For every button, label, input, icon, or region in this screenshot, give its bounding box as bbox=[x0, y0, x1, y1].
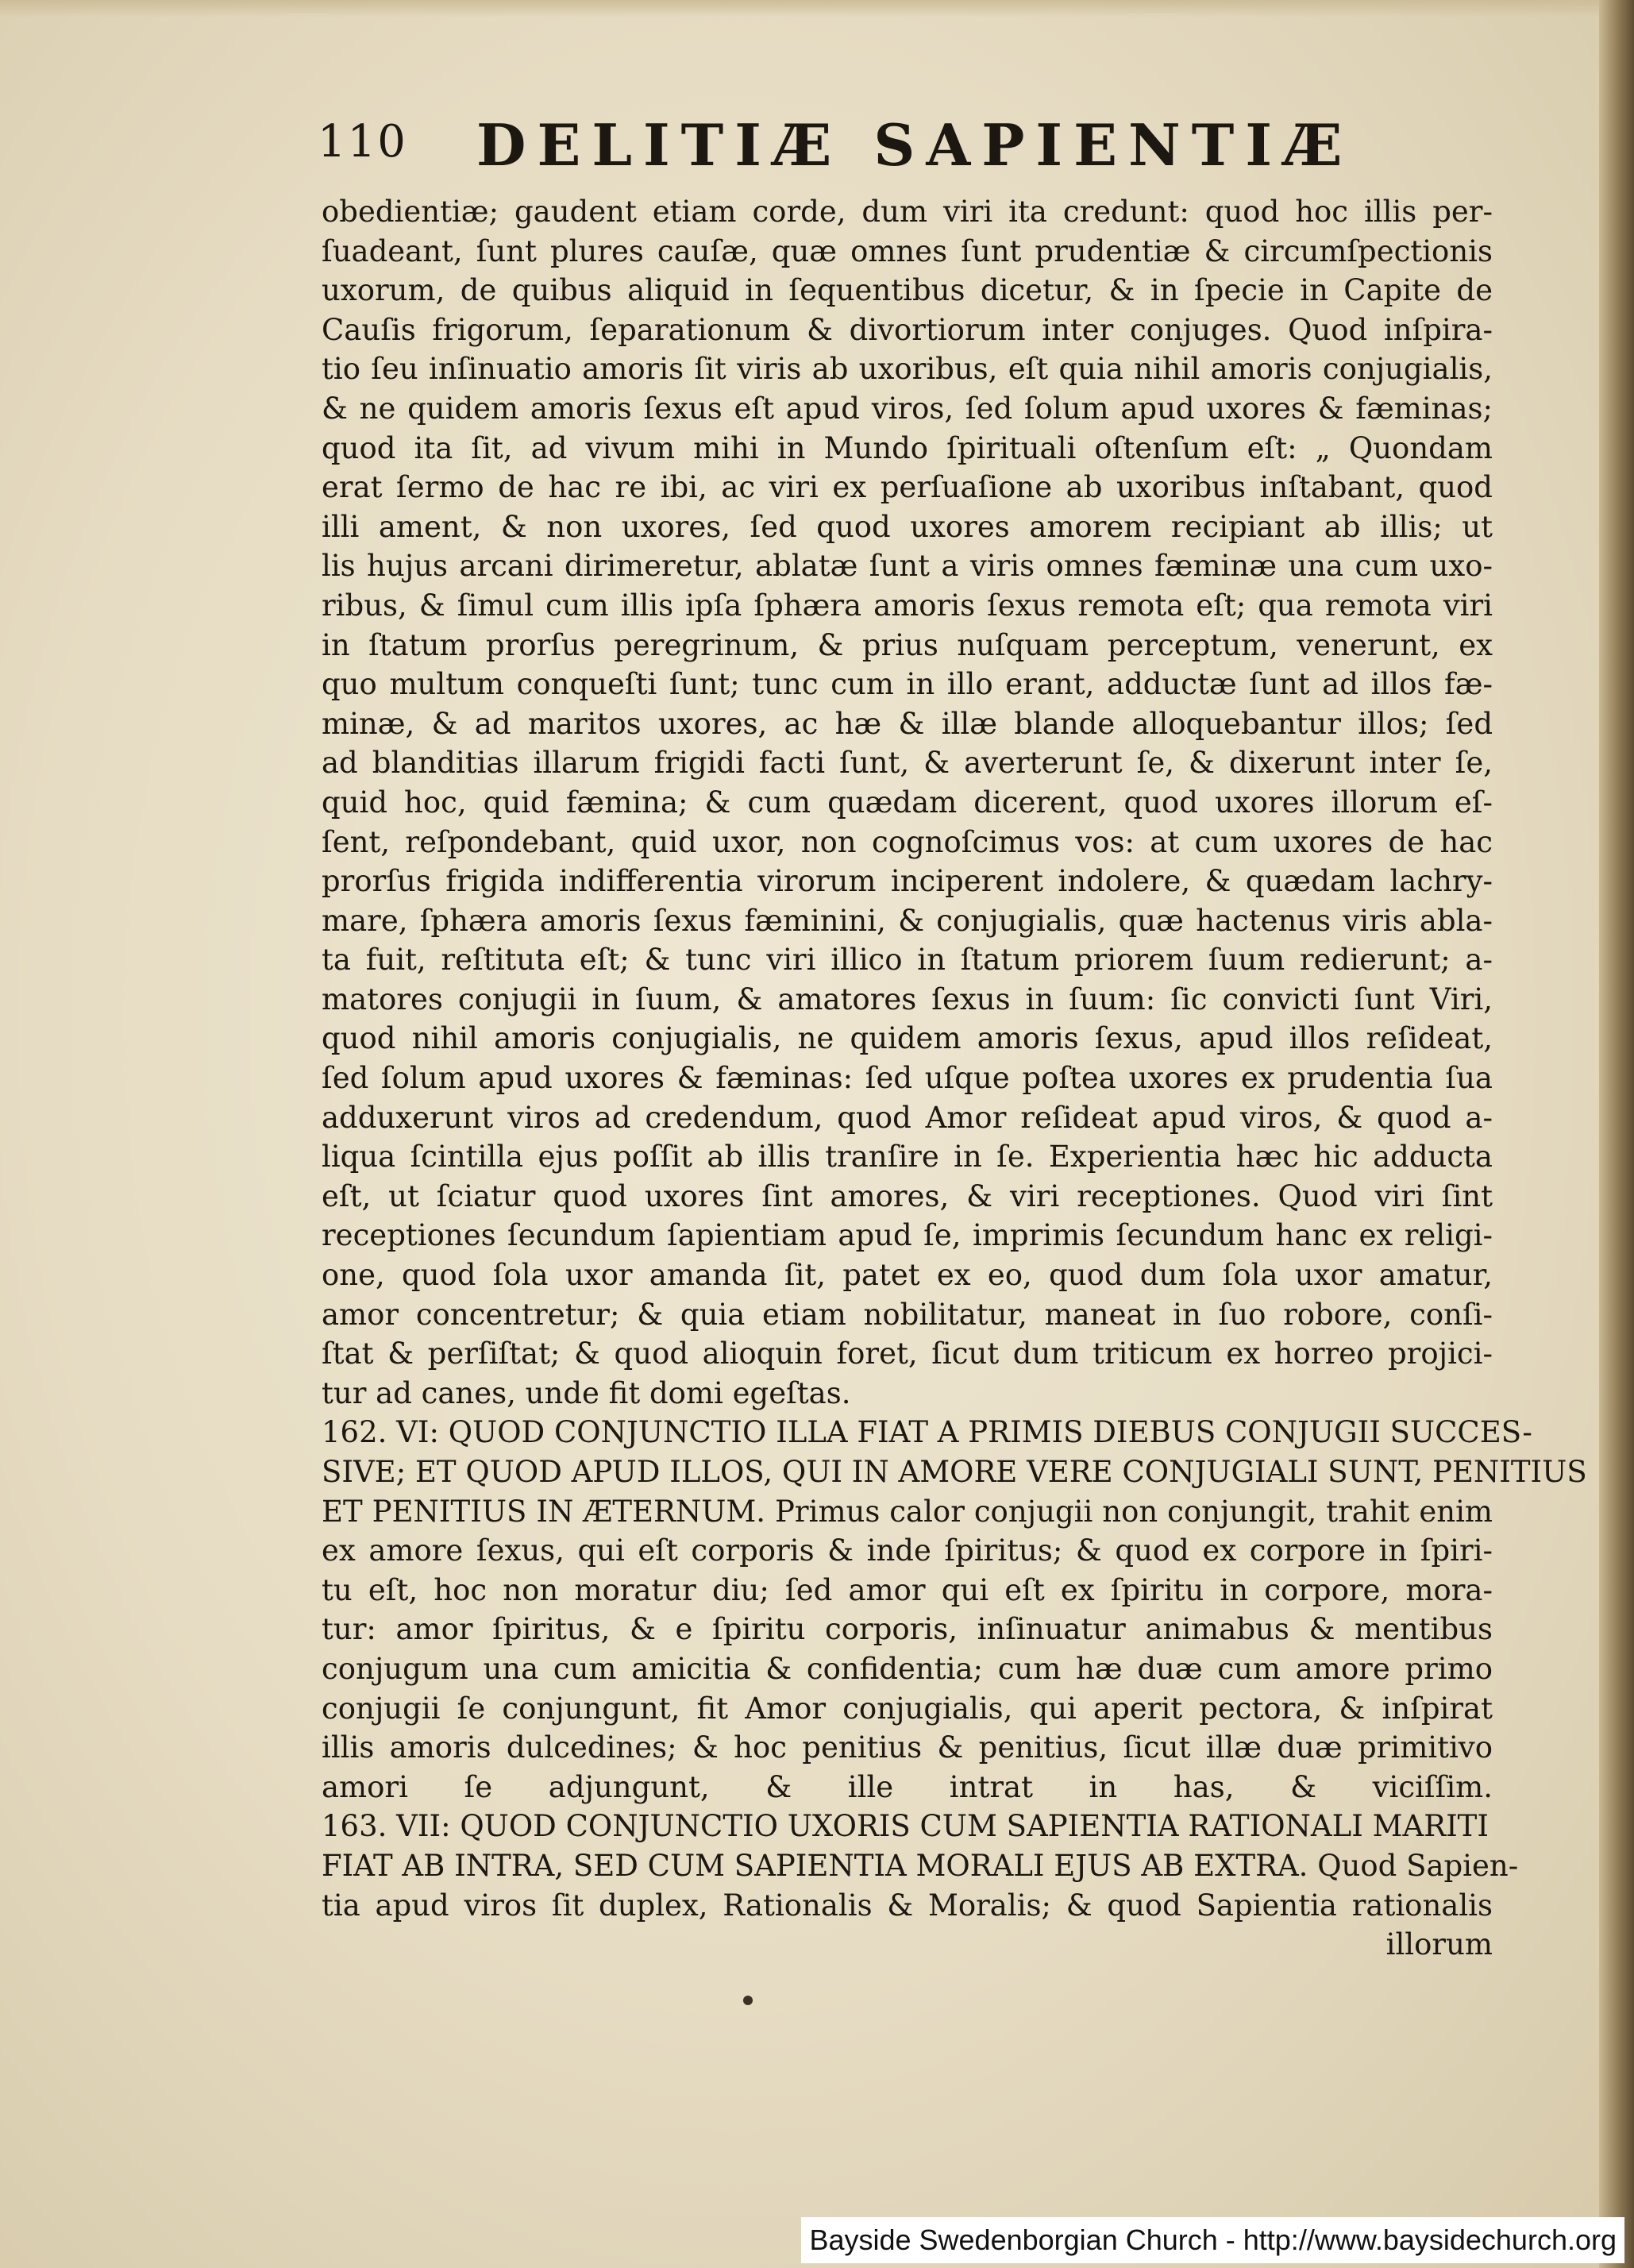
body-text bbox=[322, 192, 1587, 1965]
text-line: prorſus frigida indifferentia virorum inciperent indolere, & quædam lachry- bbox=[322, 864, 1493, 899]
text-line: mare, ſphæra amoris ſexus fæminini, & conjugialis, quæ hactenus viris abla- bbox=[322, 903, 1493, 938]
text-line: illis amoris dulcedines; & hoc penitius & penitius, ſicut illæ duæ primitivo bbox=[322, 1730, 1493, 1765]
text-line: uxorum, de quibus aliquid in ſequentibus dicetur, & in ſpecie in Capite de bbox=[322, 273, 1493, 308]
page-header bbox=[318, 111, 1493, 183]
text-line: quid hoc, quid fæmina; & cum quædam dicerent, quod uxores illorum eſ- bbox=[322, 785, 1493, 820]
text-line: tu eſt, hoc non moratur diu; ſed amor qui eſt ex ſpiritu in corpore, mora- bbox=[322, 1572, 1493, 1607]
text-line: ET PENITIUS IN ÆTERNUM. Primus calor conjugii non conjungit, trahit enim bbox=[322, 1494, 1493, 1529]
text-line: conjugum una cum amicitia & confidentia; cum hæ duæ cum amore primo bbox=[322, 1651, 1493, 1686]
text-line: minæ, & ad maritos uxores, ac hæ & illæ blande alloquebantur illos; ſed bbox=[322, 706, 1493, 741]
text-line: ex amore ſexus, qui eſt corporis & inde ſpiritus; & quod ex corpore in ſpiri- bbox=[322, 1533, 1493, 1568]
text-line: ſed ſolum apud uxores & fæminas: ſed uſque poſtea uxores ex prudentia ſua bbox=[322, 1061, 1493, 1096]
text-line: liqua ſcintilla ejus poſſit ab illis tranſire in ſe. Experientia hæc hic adducta bbox=[322, 1140, 1493, 1174]
text-line: tia apud viros ſit duplex, Rationalis & Moralis; & quod Sapientia rationalis bbox=[322, 1888, 1493, 1923]
ink-speck bbox=[743, 1996, 753, 2005]
running-title: DELITIÆ SAPIENTIÆ bbox=[476, 111, 1354, 179]
page-top-shadow bbox=[0, 0, 1634, 17]
text-line: tur: amor ſpiritus, & e ſpiritu corporis, inſinuatur animabus & mentibus bbox=[322, 1612, 1493, 1647]
text-line: one, quod ſola uxor amanda ſit, patet ex eo, quod dum ſola uxor amatur, bbox=[322, 1258, 1493, 1293]
footer-credit: Bayside Swedenborgian Church - http://www.baysidechurch.org bbox=[801, 2217, 1624, 2263]
text-line: erat ſermo de hac re ibi, ac viri ex perſuaſione ab uxoribus inſtabant, quod bbox=[322, 470, 1493, 505]
text-line: ſuadeant, ſunt plures cauſæ, quæ omnes ſunt prudentiæ & circumſpectionis bbox=[322, 233, 1493, 268]
text-line: eſt, ut ſciatur quod uxores ſint amores, & viri receptiones. Quod viri ſint bbox=[322, 1178, 1493, 1213]
text-line: tio ſeu inſinuatio amoris ſit viris ab uxoribus, eſt quia nihil amoris conjugialis, bbox=[322, 352, 1493, 387]
text-line: matores conjugii in ſuum, & amatores ſexus in ſuum: ſic convicti ſunt Viri, bbox=[322, 982, 1493, 1016]
text-line: adduxerunt viros ad credendum, quod Amor reſideat apud viros, & quod a- bbox=[322, 1100, 1493, 1135]
page-number: 110 bbox=[318, 116, 407, 168]
text-line: illi ament, & non uxores, ſed quod uxores amorem recipiant ab illis; ut bbox=[322, 509, 1493, 544]
text-line: in ſtatum prorſus peregrinum, & prius nuſquam perceptum, venerunt, ex bbox=[322, 627, 1493, 662]
text-line: lis hujus arcani dirimeretur, ablatæ ſunt a viris omnes fæminæ una cum uxo- bbox=[322, 549, 1493, 584]
text-line: conjugii ſe conjungunt, fit Amor conjugialis, qui aperit pectora, & inſpirat bbox=[322, 1691, 1493, 1726]
text-line: ſent, reſpondebant, quid uxor, non cognoſcimus vos: at cum uxores de hac bbox=[322, 824, 1493, 859]
text-line: & ne quidem amoris ſexus eſt apud viros, ſed ſolum apud uxores & fæminas; bbox=[322, 391, 1493, 426]
text-line: SIVE; ET QUOD APUD ILLOS, QUI IN AMORE VERE CONJUGIALI SUNT, PENITIUS bbox=[322, 1455, 1587, 1489]
text-line: amor concentretur; & quia etiam nobilitatur, maneat in ſuo robore, conſi- bbox=[322, 1297, 1493, 1332]
text-line: ſtat & perſiſtat; & quod alioquin foret, ſicut dum triticum ex horreo projici- bbox=[322, 1336, 1493, 1371]
text-line: tur ad canes, unde fit domi egeſtas. bbox=[322, 1375, 851, 1410]
text-line: quod ita ſit, ad vivum mihi in Mundo ſpirituali oſtenſum eſt: „ Quondam bbox=[322, 430, 1493, 465]
text-line: quod nihil amoris conjugialis, ne quidem amoris ſexus, apud illos reſideat, bbox=[322, 1021, 1493, 1056]
text-line: FIAT AB INTRA, SED CUM SAPIENTIA MORALI EJUS AB EXTRA. Quod Sapien- bbox=[322, 1848, 1519, 1883]
text-line: 163. VII: QUOD CONJUNCTIO UXORIS CUM SAPIENTIA RATIONALI MARITI bbox=[322, 1809, 1489, 1844]
text-line: ta fuit, reſtituta eſt; & tunc viri illico in ſtatum priorem ſuum redierunt; a- bbox=[322, 943, 1493, 978]
text-line: amori ſe adjungunt, & ille intrat in has, & viciſſim. bbox=[322, 1769, 1493, 1804]
text-line: Cauſis frigorum, ſeparationum & divortiorum inter conjuges. Quod inſpira- bbox=[322, 312, 1493, 347]
text-line: receptiones ſecundum ſapientiam apud ſe, imprimis ſecundum hanc ex religi- bbox=[322, 1218, 1493, 1253]
text-line: illorum bbox=[1385, 1927, 1493, 1962]
text-line: quo multum conqueſti ſunt; tunc cum in illo erant, adductæ ſunt ad illos fæ- bbox=[322, 667, 1493, 702]
page-spine-edge bbox=[1599, 0, 1634, 2268]
text-line: obedientiæ; gaudent etiam corde, dum viri ita credunt: quod hoc illis per- bbox=[322, 195, 1493, 229]
text-line: 162. VI: QUOD CONJUNCTIO ILLA FIAT A PRIMIS DIEBUS CONJUGII SUCCES- bbox=[322, 1415, 1532, 1450]
text-line: ribus, & ſimul cum illis ipſa ſphæra amoris ſexus remota eſt; qua remota viri bbox=[322, 588, 1493, 623]
text-line: ad blanditias illarum frigidi facti ſunt, & averterunt ſe, & dixerunt inter ſe, bbox=[322, 746, 1493, 781]
